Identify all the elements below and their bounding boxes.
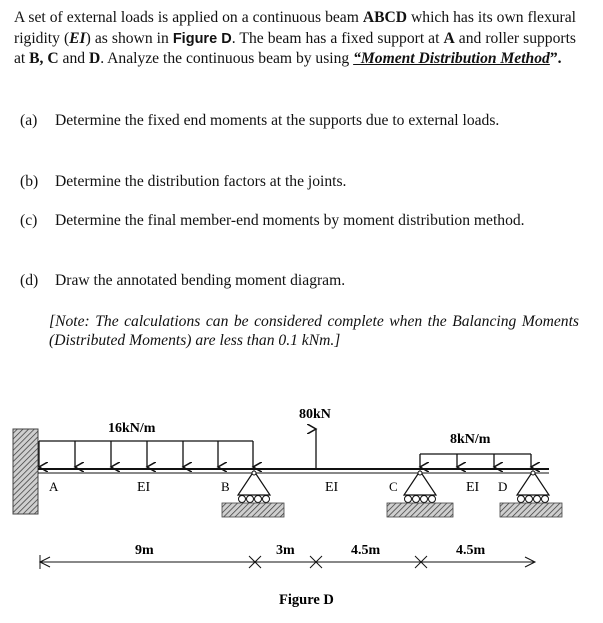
ei-cd-label: EI	[466, 480, 480, 495]
dim-load-c-label: 4.5m	[351, 543, 381, 558]
udl-cd-label: 8kN/m	[450, 432, 491, 447]
udl-ab	[39, 441, 253, 467]
dim-ab-label: 9m	[135, 543, 154, 558]
fixed-support-a	[13, 429, 38, 514]
ei-bc-label: EI	[325, 480, 339, 495]
udl-ab-label: 16kN/m	[108, 421, 156, 436]
question-d: (d) Draw the annotated bending moment diagram.	[20, 272, 346, 289]
roller-support-d	[500, 471, 562, 517]
roller-support-b	[222, 471, 284, 517]
dim-cd-label: 4.5m	[456, 543, 486, 558]
method-name: “Moment Distribution Method	[353, 50, 550, 67]
node-d-label: D	[498, 479, 508, 494]
node-b-label: B	[221, 479, 230, 494]
beam-name: ABCD	[362, 9, 408, 26]
roller-support-c	[387, 471, 453, 517]
question-b: (b) Determine the distribution factors at the joints.	[20, 173, 347, 190]
point-load-label: 80kN	[299, 407, 331, 422]
figure-reference: Figure D	[172, 30, 232, 47]
ei-ab-label: EI	[137, 480, 151, 495]
figure-caption: Figure D	[279, 592, 334, 608]
udl-cd	[420, 454, 531, 467]
beam-diagram	[0, 395, 603, 623]
note: [Note: The calculations can be considered complete when the Balancing Moments (Distributed Moments) are less than 0.1 kNm.]	[49, 313, 579, 349]
question-a: (a) Determine the fixed end moments at the supports due to external loads.	[20, 112, 500, 129]
dim-b-load-label: 3m	[276, 543, 295, 558]
node-a-label: A	[49, 479, 59, 494]
node-c-label: C	[389, 479, 398, 494]
question-c: (c) Determine the final member-end moments by moment distribution method.	[20, 212, 525, 229]
problem-statement: A set of external loads is applied on a continuous beam ABCD which has its own flexural rigidity (EI) as shown in Figure D. The beam has a fixed support at A and roller supports at B, C and D. Analyze the continuous beam by using “Moment Distribution Method”.	[14, 9, 576, 67]
ei-term: EI	[69, 29, 86, 47]
